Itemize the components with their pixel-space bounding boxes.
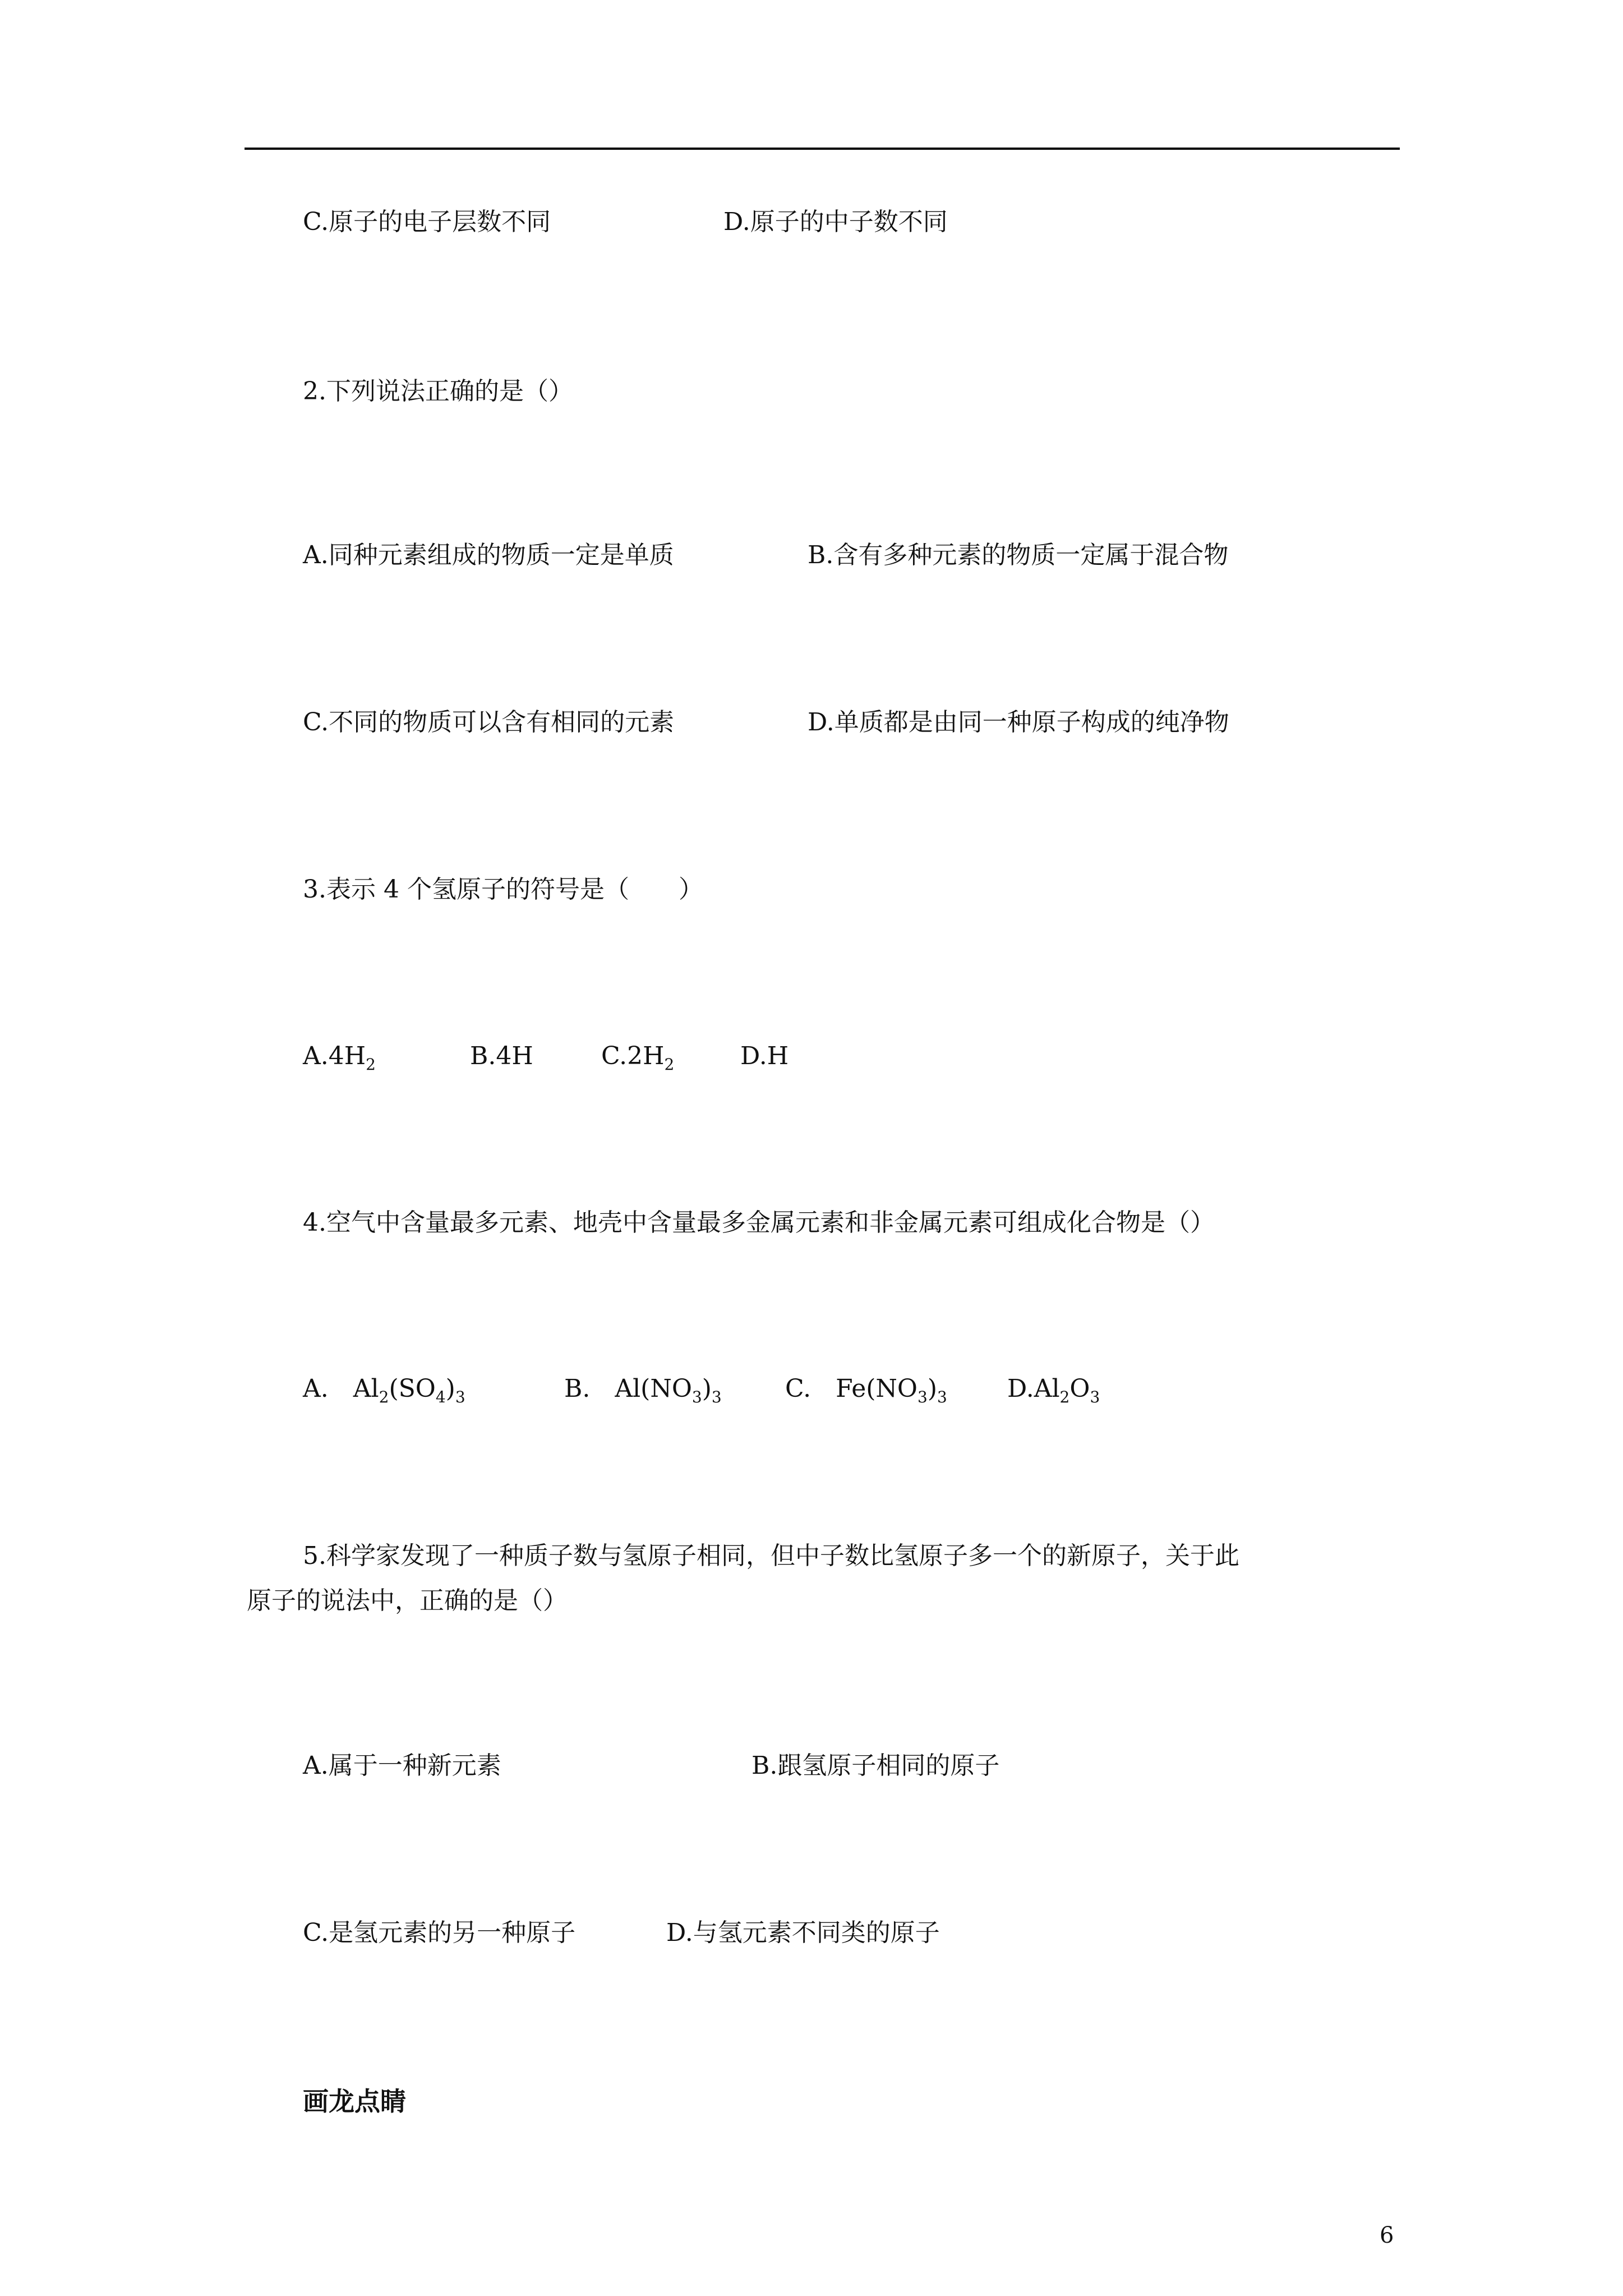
q5-option-d: D.与氢元素不同类的原子 <box>666 1918 940 1947</box>
q3-option-d: D.H <box>740 1042 789 1070</box>
q4-option-b: B. $Al(NO_3)_3$ <box>564 1374 722 1406</box>
q2-option-a: A.同种元素组成的物质一定是单质 <box>303 541 674 569</box>
q4-option-d: $D.Al_2O_3$ <box>1007 1374 1100 1406</box>
q3-option-b: B.4H <box>470 1042 533 1070</box>
header-rule <box>245 148 1400 150</box>
q2-stem: 2.下列说法正确的是（） <box>303 377 573 406</box>
q4-option-c: C. $Fe(NO_3)_3$ <box>785 1374 947 1406</box>
q2-option-b: B.含有多种元素的物质一定属于混合物 <box>808 541 1229 569</box>
q5-option-a: A.属于一种新元素 <box>303 1751 501 1780</box>
q5-option-b: B.跟氢原子相同的原子 <box>751 1751 1000 1780</box>
q5-stem-line-1: 5.科学家发现了一种质子数与氢原子相同，但中子数比氢原子多一个的新原子，关于此 <box>303 1542 1239 1570</box>
page-number: 6 <box>1380 2223 1394 2248</box>
q5-stem-line-2: 原子的说法中，正确的是（） <box>247 1586 568 1615</box>
section-heading: 画龙点睛 <box>303 2086 406 2116</box>
q2-option-d: D.单质都是由同一种原子构成的纯净物 <box>808 708 1229 737</box>
q2-option-c: C.不同的物质可以含有相同的元素 <box>303 708 675 737</box>
q1-option-d: D.原子的中子数不同 <box>723 208 948 236</box>
q3-stem: 3.表示 4 个氢原子的符号是（ ） <box>303 875 703 904</box>
q1-option-c: C.原子的电子层数不同 <box>303 208 551 236</box>
q3-option-c: $C.2H_2$ <box>601 1042 675 1074</box>
q3-option-a: $A.4H_2$ <box>303 1042 376 1074</box>
q4-option-a: A. $Al_2(SO_4)_3$ <box>303 1374 465 1406</box>
q4-stem: 4.空气中含量最多元素、地壳中含量最多金属元素和非金属元素可组成化合物是（） <box>303 1208 1215 1237</box>
q5-option-c: C.是氢元素的另一种原子 <box>303 1918 576 1947</box>
